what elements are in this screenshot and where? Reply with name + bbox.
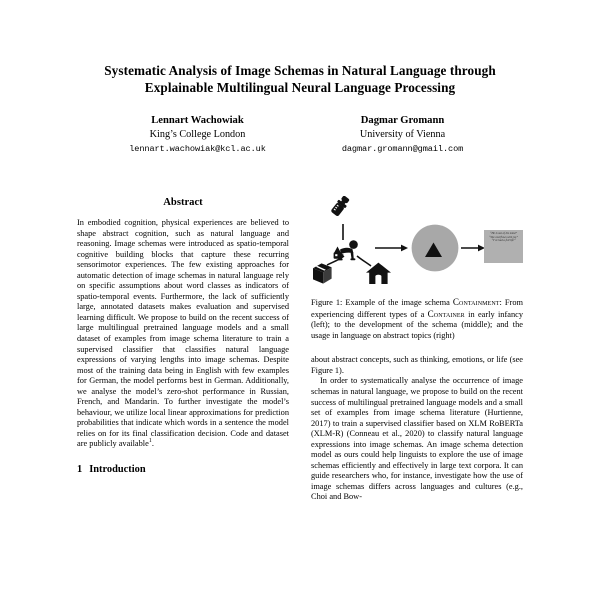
section-number: 1	[77, 464, 83, 476]
right-column-paragraph-2: In order to systematically analyse the occurrence of image schemas in natural language, we propose to build on the recent success of multilingual pretrained language models and a small set of examples from image schema literature (Hurtienne, 2017) to train a supervised classifier based on XLM RoBERTa (XLM-R) (Conneau et al., 2020) to classify natural language expressions into image schemas. An image schema detection model as ours could help linguists to explore the use of image schemas efficiently and effectively in large text corpora. It can guide researchers who, for instance, investigate how the use of image schemas differs across languages and cultures (e.g., Choi and Bow-	[311, 376, 523, 502]
arrow-to-language	[461, 245, 485, 252]
figure-1-caption	[311, 297, 523, 341]
containment-schema-circle	[412, 225, 459, 272]
title-line-2: Explainable Multilingual Neural Language Processing	[144, 80, 456, 95]
figure-body-gap	[311, 341, 523, 355]
right-column	[311, 196, 523, 503]
figure-1	[311, 196, 523, 341]
author-affiliation: King’s College London	[149, 129, 246, 140]
bubble-line-3: “I’ve had a full life”	[491, 238, 516, 243]
caption-rest: in early infancy (left); to the development of the schema (middle); and the usage in language on abstract topics (right)	[311, 309, 523, 340]
baby-bottle-icon	[330, 196, 351, 217]
caption-container-term: Container	[427, 308, 465, 319]
connector-line-to-house	[357, 256, 371, 266]
author-list	[70, 114, 530, 156]
title-block	[0, 0, 600, 156]
author-name: Dagmar Gromann	[360, 115, 445, 126]
abstract-text: In embodied cognition, physical experiences are believed to shape abstract cognition, such as natural language and reasoning. Image schemas were introduced as spatio-temporal cognitive building blocks that capture these recurring sensorimotor experiences. The few existing approaches for automatic detection of image schemas in natural language rely on specific assumptions about word classes as indicators of spatio-temporal events. Furthermore, the lack of sufficiently large, annotated datasets makes evaluation and supervised learning difficult. We propose to build on the recent success of large multilingual pretrained language models and a small dataset of examples from image schema literature to train a supervised classifier that classifies natural language expressions of varying lengths into image schemas. Despite most of the training data being in English with few examples for German, the model performs best in German. Additionally, we analyse the model’s zero-shot performance in Russian, French, and Mandarin. To further investigate the model’s behaviour, we utilize local linear approximations for prediction probabilities that indicate which words in a sentence the model relies on for its final classification decision. Code and dataset are publicly available	[77, 218, 289, 449]
author-block-1	[95, 114, 300, 156]
body-columns	[0, 196, 600, 503]
page-title	[70, 62, 530, 96]
section-heading-introduction	[77, 463, 289, 477]
left-column	[77, 196, 289, 503]
author-email[interactable]: lennart.wachowiak@kcl.ac.uk	[129, 144, 266, 154]
caption-mid: : From experiencing different types of a	[311, 298, 523, 319]
caption-prefix: Figure 1: Example of the image schema	[311, 298, 453, 307]
figure-1-artwork	[311, 196, 523, 288]
speech-bubble-text	[484, 232, 523, 243]
author-name: Lennart Wachowiak	[151, 115, 244, 126]
right-column-paragraph-1: about abstract concepts, such as thinking, emotions, or life (see Figure 1).	[311, 355, 523, 375]
author-block-2	[300, 114, 505, 156]
caption-schema-name: Containment	[452, 297, 500, 307]
abstract-heading: Abstract	[163, 197, 203, 208]
bubble-line-2: “She overflows with joy”	[488, 234, 519, 239]
author-email[interactable]: dagmar.gromann@gmail.com	[341, 144, 464, 154]
section-title: Introduction	[89, 464, 146, 476]
author-affiliation: University of Vienna	[359, 129, 446, 140]
footnote-marker[interactable]: 1	[148, 438, 152, 445]
abstract-body	[77, 218, 289, 450]
crawling-baby-icon	[334, 240, 358, 260]
title-line-1: Systematic Analysis of Image Schemas in Natural Language through	[104, 63, 496, 78]
arrow-to-schema	[375, 245, 408, 252]
cardboard-box-icon	[313, 262, 332, 283]
bubble-line-1: “He is out of his mind”	[489, 231, 518, 235]
abstract-text-end: .	[151, 439, 154, 449]
